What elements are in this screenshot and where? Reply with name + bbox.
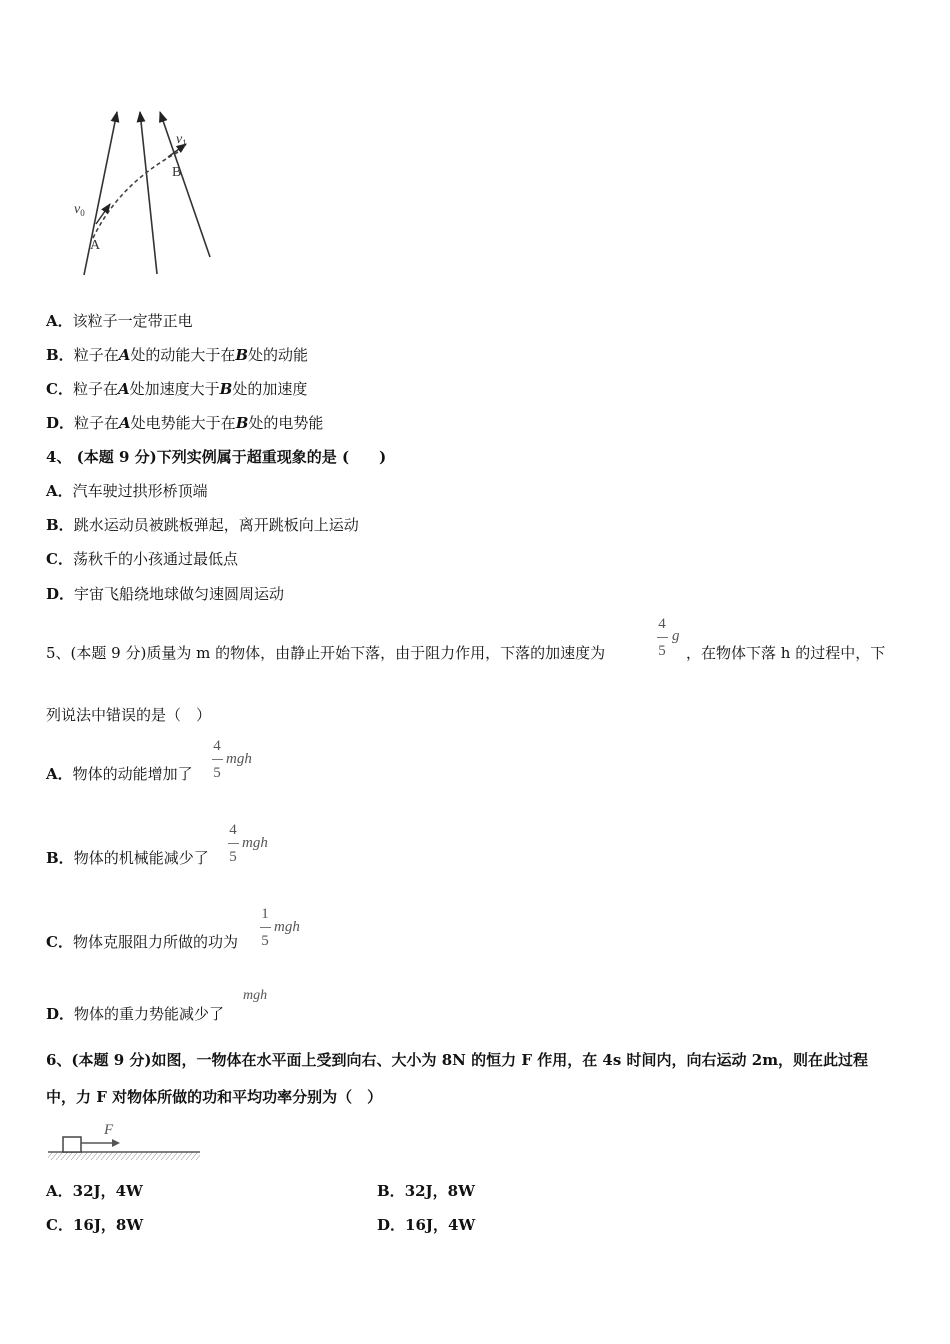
q3-option-b: B．粒子在A处的动能大于在B处的动能: [46, 346, 309, 364]
q4-option-a: A．汽车驶过拱形桥顶端: [46, 482, 208, 500]
label-b: B: [172, 165, 182, 180]
q4-option-c: C．荡秋千的小孩通过最低点: [46, 550, 238, 568]
q5-option-a: A．物体的动能增加了: [46, 765, 193, 783]
field-line-right: [160, 112, 210, 257]
q6-option-a: A．32J，4W: [46, 1182, 143, 1200]
field-lines-figure: [60, 100, 230, 280]
force-label: F: [104, 1122, 114, 1138]
label-a: A: [90, 238, 101, 253]
q4-stem: 4、 (本题 9 分)下列实例属于超重现象的是 ( ): [46, 448, 387, 466]
force-block-figure: [46, 1118, 202, 1164]
label-v0: $v_0$: [74, 202, 85, 218]
label-v1: $v_1$: [176, 132, 187, 148]
q3-option-a: A．该粒子一定带正电: [46, 312, 193, 330]
q5-option-c: C．物体克服阻力所做的功为: [46, 933, 238, 951]
q6-option-d: D．16J，4W: [377, 1216, 476, 1234]
q4-option-d: D．宇宙飞船绕地球做匀速圆周运动: [46, 585, 285, 603]
block: [63, 1137, 81, 1152]
q6-option-c: C．16J，8W: [46, 1216, 144, 1234]
q4-option-b: B．跳水运动员被跳板弹起，离开跳板向上运动: [46, 516, 359, 534]
field-line-left: [84, 112, 117, 275]
q5-option-b: B．物体的机械能减少了: [46, 849, 209, 867]
q6-stem-line2: 中，力 F 对物体所做的功和平均功率分别为（ ）: [46, 1088, 383, 1106]
q6-option-b: B．32J，8W: [377, 1182, 475, 1200]
q5-stem-part3: 列说法中错误的是（ ）: [46, 706, 212, 724]
q5-stem-part2: ，在物体下落 h 的过程中，下: [686, 644, 886, 662]
q5-option-d: D．物体的重力势能减少了: [46, 1005, 225, 1023]
q3-option-c: C．粒子在A处加速度大于B处的加速度: [46, 380, 308, 398]
q3-option-d: D．粒子在A处电势能大于在B处的电势能: [46, 414, 324, 432]
ground-hatching: [48, 1152, 200, 1160]
q5-stem-part1: 5、(本题 9 分)质量为 m 的物体，由静止开始下落，由于阻力作用，下落的加速度为: [46, 644, 606, 662]
field-line-middle: [140, 112, 157, 274]
q6-stem-line1: 6、(本题 9 分)如图，一物体在水平面上受到向右、大小为 8N 的恒力 F 作用，在 4s 时间内，向右运动 2m，则在此过程: [46, 1051, 869, 1069]
